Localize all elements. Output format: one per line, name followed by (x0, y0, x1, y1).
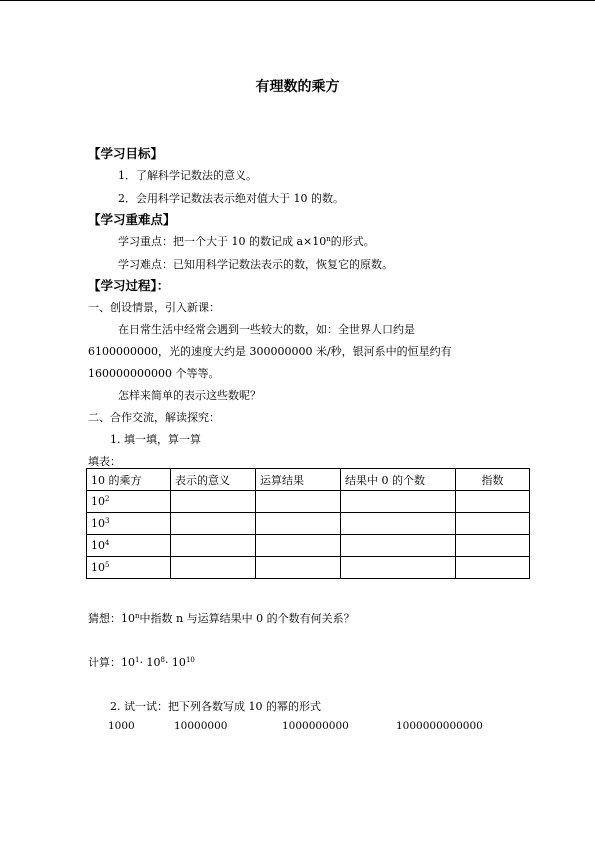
table-cell-blank[interactable] (341, 557, 456, 579)
table-header-row (87, 469, 530, 491)
fill-in-table (86, 468, 530, 579)
table-row (87, 491, 530, 513)
key-point-difficulty: 学习难点：已知用科学记数法表示的数，恢复它的原数。 (118, 258, 393, 271)
section-1-question: 怎样来简单的表示这些数呢？ (118, 389, 261, 402)
section-1-title: 一、创设情景，引入新课： (88, 301, 220, 314)
table-header-cell: 10 的乘方 (87, 469, 171, 491)
table-cell-power: $10^4$ (87, 535, 171, 557)
table-cell-blank[interactable] (341, 513, 456, 535)
goals-heading: 【学习目标】 (88, 146, 164, 161)
table-cell-blank[interactable] (171, 535, 256, 557)
section-2-title: 二、合作交流，解读探究： (88, 411, 220, 424)
table-row (87, 535, 530, 557)
try-title: 2. 试一试：把下列各数写成 10 的幂的形式 (110, 700, 321, 713)
table-cell-power: $10^3$ (87, 513, 171, 535)
table-cell-blank[interactable] (171, 557, 256, 579)
table-cell-blank[interactable] (341, 535, 456, 557)
table-row (87, 557, 530, 579)
table-header-cell: 结果中 0 的个数 (341, 469, 456, 491)
page-top-border (0, 0, 595, 1)
table-cell-blank[interactable] (456, 513, 530, 535)
table-cell-blank[interactable] (256, 513, 341, 535)
table-header-cell: 运算结果 (256, 469, 341, 491)
table-cell-blank[interactable] (171, 513, 256, 535)
goal-item-2: 2．会用科学记数法表示绝对值大于 10 的数。 (118, 192, 344, 205)
table-cell-blank[interactable] (171, 491, 256, 513)
table-cell-blank[interactable] (456, 535, 530, 557)
section-1-paragraph-line-1: 在日常生活中经常会遇到一些较大的数，如：全世界人口约是 (118, 323, 415, 336)
calc-line: 计算：$10^1\cdot 10^8\cdot 10^{10}$ (88, 656, 195, 669)
section-1-paragraph-line-2: 6100000000，光的速度大约是 300000000 米/秒，银河系中的恒星约有 (88, 345, 452, 358)
table-cell-power: $10^2$ (87, 491, 171, 513)
table-cell-blank[interactable] (256, 535, 341, 557)
try-number: 10000000 (174, 720, 228, 732)
table-cell-blank[interactable] (456, 491, 530, 513)
section-2-subtitle: 1. 填一填，算一算 (110, 433, 201, 446)
table-cell-blank[interactable] (256, 557, 341, 579)
table-header-cell: 表示的意义 (171, 469, 256, 491)
table-label: 填表： (88, 455, 121, 468)
key-point-focus: 学习重点：把一个大于 10 的数记成 $a\times 10^n$的形式。 (118, 235, 375, 248)
table-cell-blank[interactable] (256, 491, 341, 513)
goal-item-1: 1．了解科学记数法的意义。 (118, 169, 257, 182)
page-title: 有理数的乘方 (255, 79, 340, 95)
table-cell-blank[interactable] (341, 491, 456, 513)
table-cell-power: $10^5$ (87, 557, 171, 579)
table-row (87, 513, 530, 535)
table-cell-blank[interactable] (456, 557, 530, 579)
section-1-paragraph-line-3: 160000000000 个等等。 (88, 367, 220, 380)
try-number: 1000000000 (282, 720, 349, 732)
key-points-heading: 【学习重难点】 (88, 212, 176, 227)
table-header-cell: 指数 (456, 469, 530, 491)
process-heading: 【学习过程】： (88, 278, 170, 293)
guess-question: 猜想：10$^n$中指数 n 与运算结果中 0 的个数有何关系？ (88, 612, 355, 625)
try-number: 1000 (108, 720, 135, 732)
try-number: 1000000000000 (396, 720, 483, 732)
